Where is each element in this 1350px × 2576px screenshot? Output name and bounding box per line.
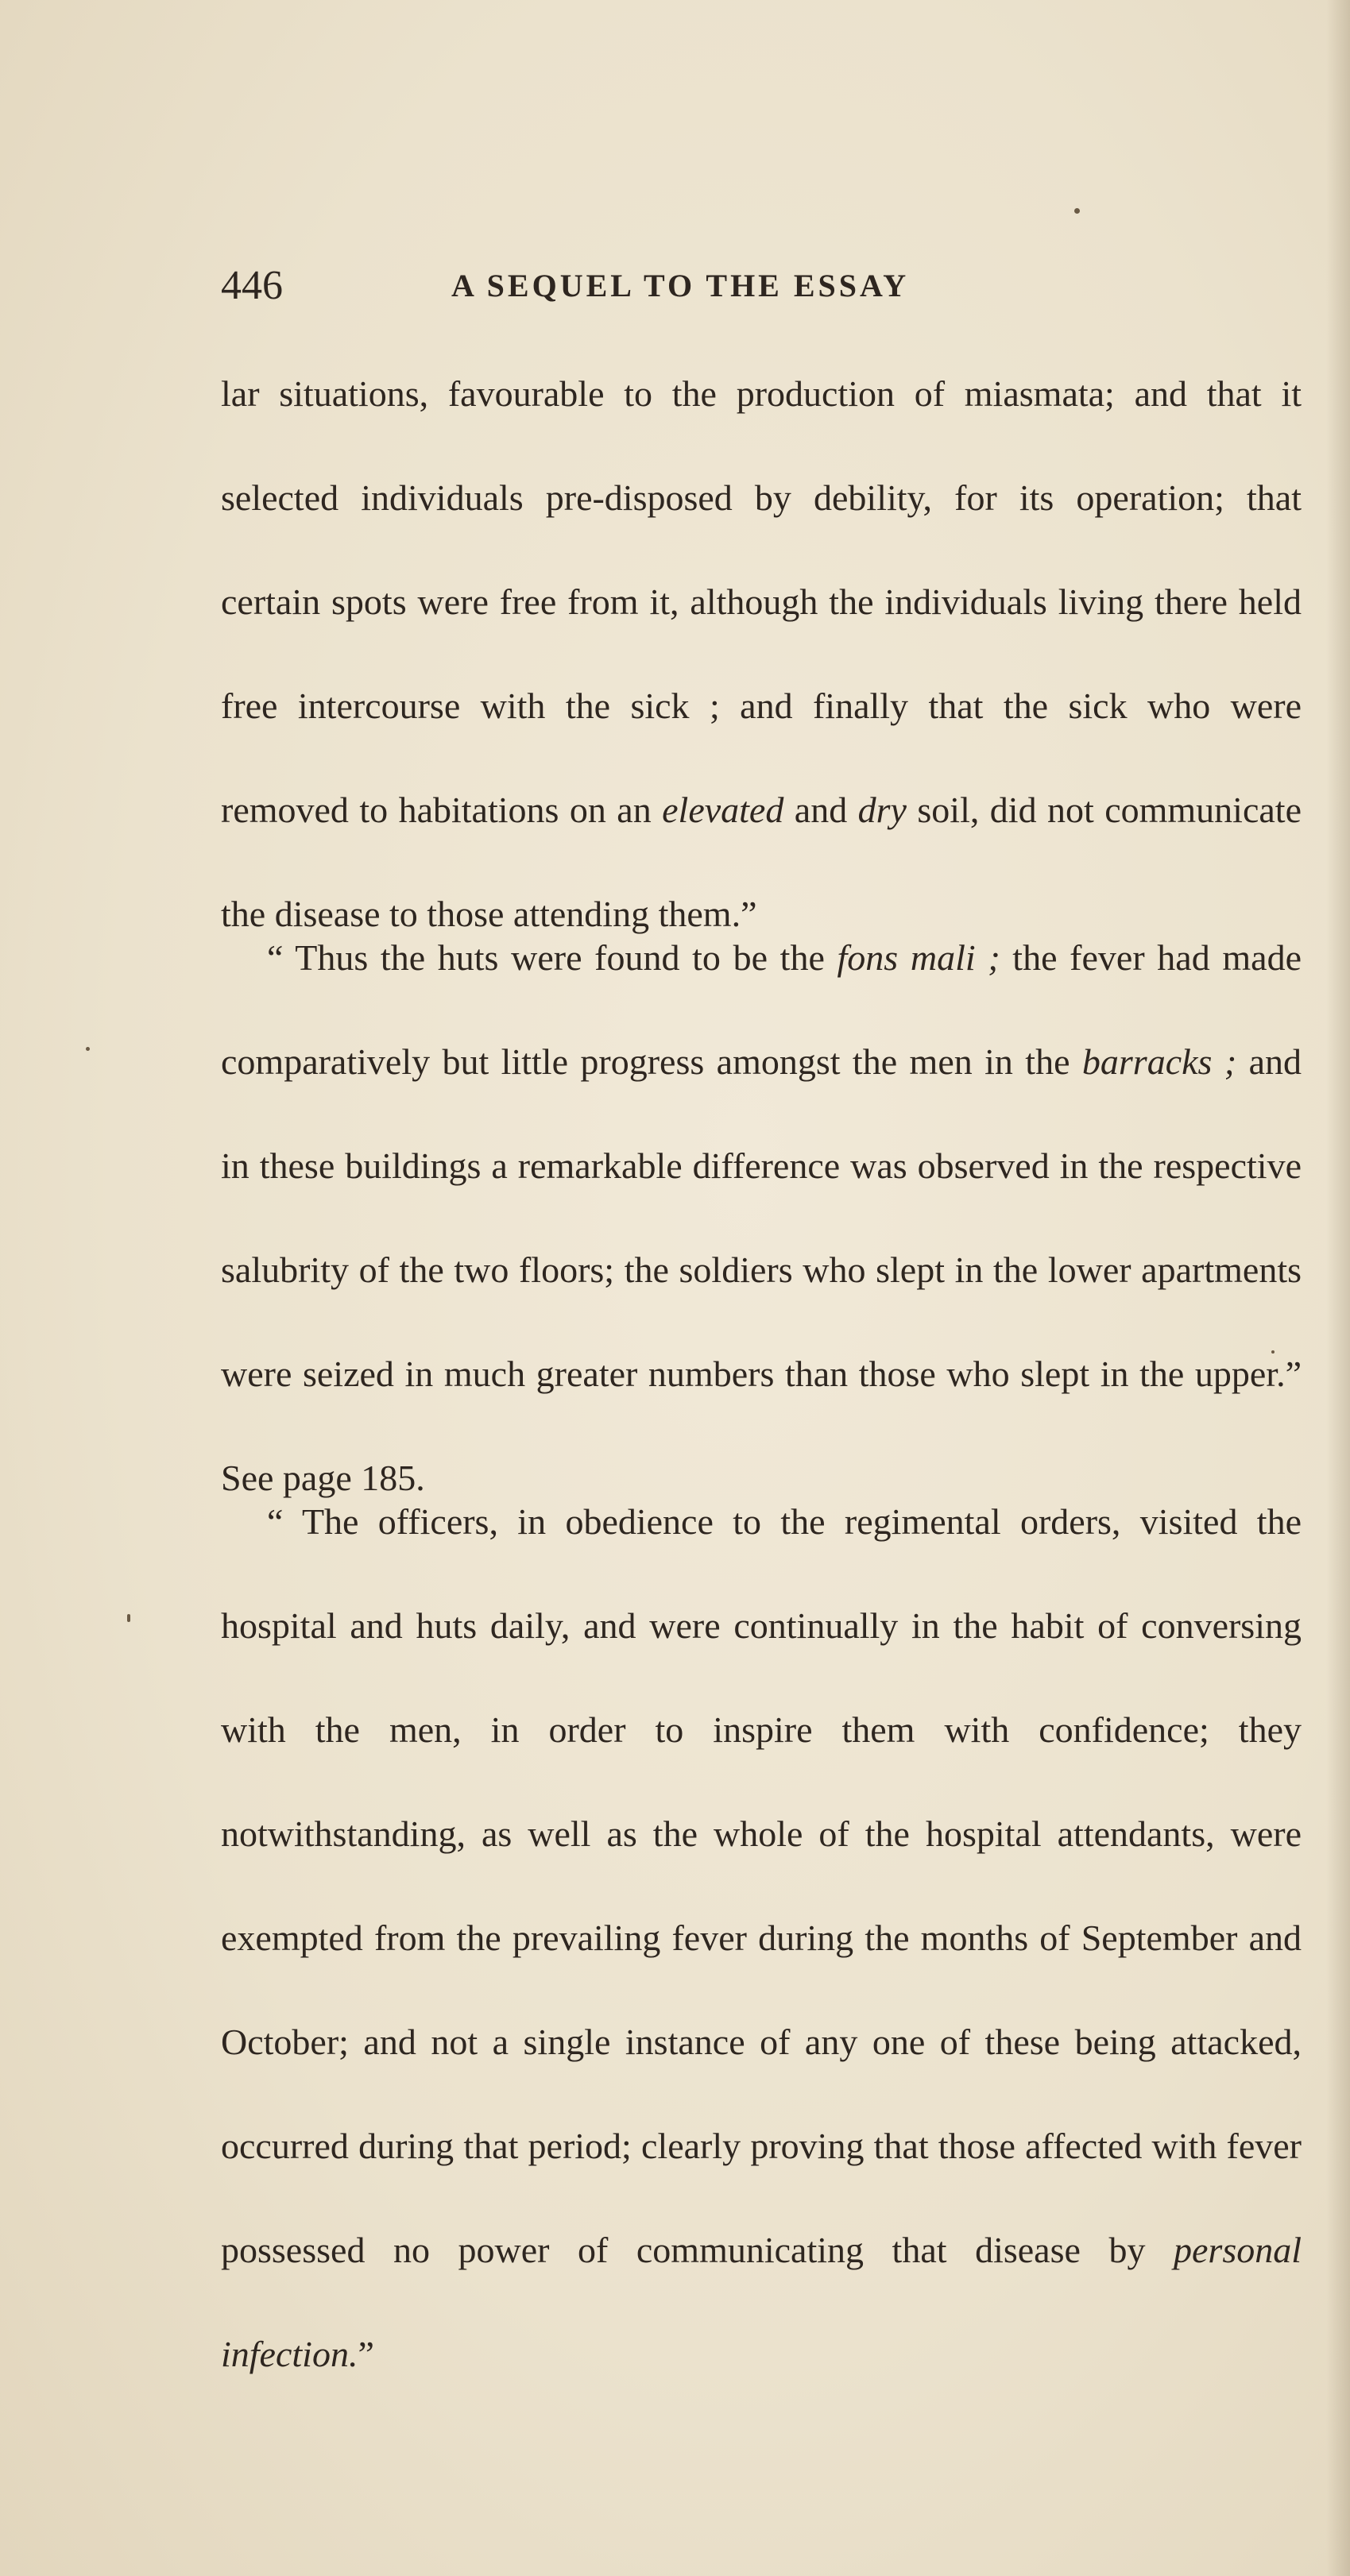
paragraph-text: and: [783, 790, 858, 830]
paragraph-italic-text: dry: [857, 790, 907, 830]
paper-speck: [1074, 208, 1080, 214]
paragraph-text: soil, did not communicate the disease to those attending them.”: [221, 790, 1302, 934]
paper-speck: [86, 1047, 90, 1051]
paragraph-italic-text: elevated: [662, 790, 784, 830]
paragraph-2: [221, 906, 1302, 1530]
paragraph-text: and in these buildings a remarkable difference was observed in the respective salubrity of the two floors; the soldiers who slept in the lower apartments were seized in much greater numbers than those who slept in the upper.” See page 185.: [221, 1041, 1302, 1498]
paragraph-text: lar situations, favourable to the production of miasmata; and that it selected individuals pre-disposed by debility, for its operation; that certain spots were free from it, although the individuals living there held free intercourse with the sick ; and finally that the sick who were removed to habitations on an: [221, 373, 1302, 830]
paragraph-text: “ The officers, in obedience to the regimental orders, visited the hospital and huts daily, and were continually in the habit of conversing with the men, in order to inspire them with confidence; they notwithstanding, as well as the whole of the hospital attendants, were exempted from the prevailing fever during the months of September and October; and not a single instance of any one of these being attacked, occurred during that period; clearly proving that those affected with fever possessed no power of communicating that disease by: [221, 1501, 1302, 2270]
paper-speck: [1271, 1350, 1275, 1354]
paragraph-text: the fever had made comparatively but little progress amongst the men in the: [221, 937, 1302, 1082]
paragraph-italic-text: fons mali ;: [837, 937, 1000, 978]
page-header: [221, 258, 1063, 314]
paragraph-3: [221, 1470, 1302, 2406]
paragraph-text: ”: [358, 2334, 374, 2374]
running-head: A SEQUEL TO THE ESSAY: [451, 268, 910, 303]
paragraph-1: [221, 342, 1302, 966]
page-number: 446: [221, 263, 283, 308]
page-edge-shadow: [1326, 0, 1350, 2576]
paragraph-italic-text: barracks ;: [1081, 1041, 1237, 1082]
paragraph-text: “ Thus the huts were found to be the: [267, 937, 837, 978]
paper-speck: [127, 1614, 130, 1622]
paragraph-italic-text: personal infection.: [221, 2230, 1302, 2374]
